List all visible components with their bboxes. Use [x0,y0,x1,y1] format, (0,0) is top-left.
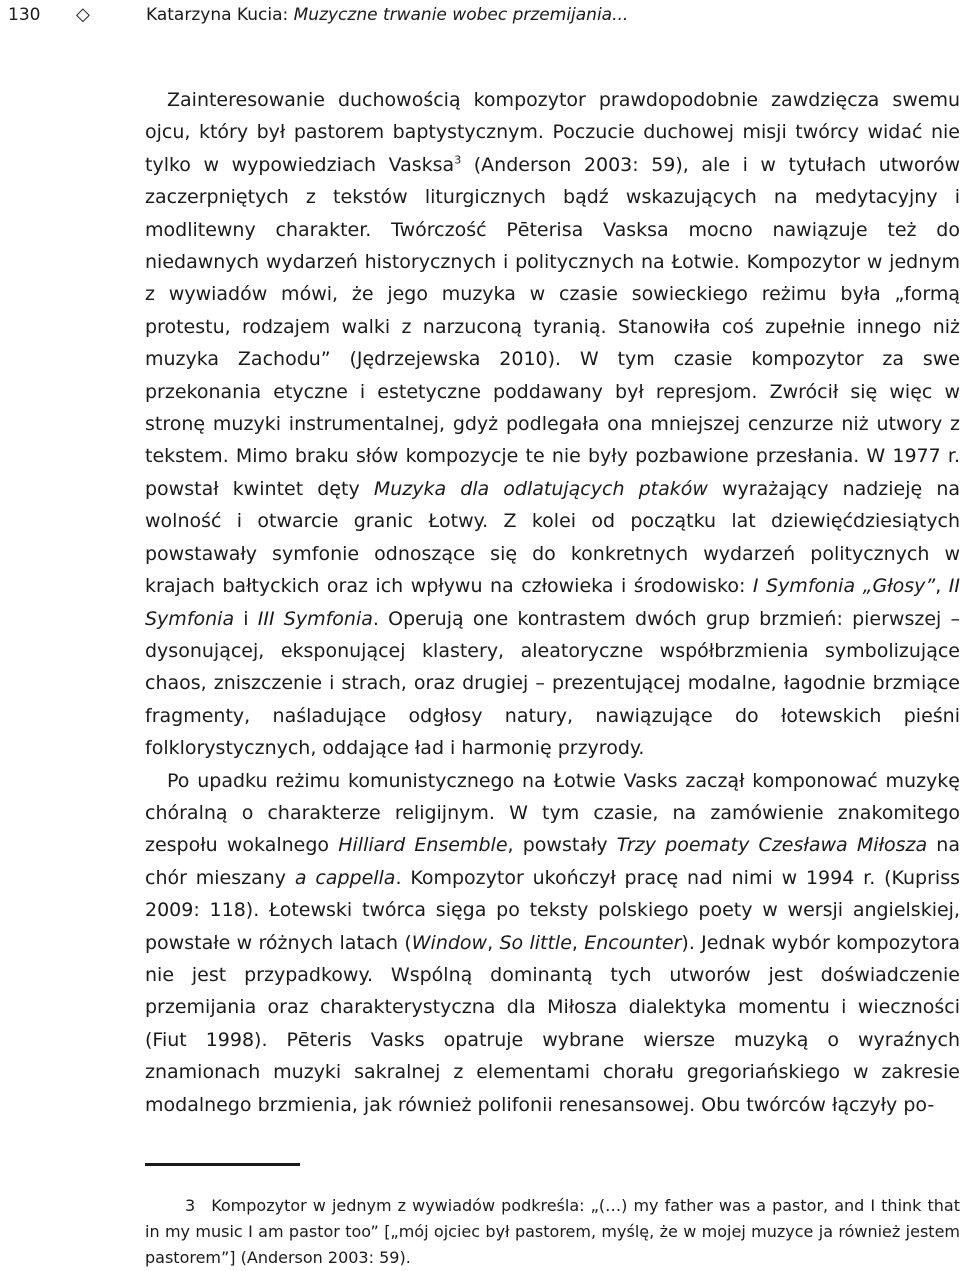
footnote-reference: 3 [454,153,462,167]
work-title: Muzyka dla odlatujących ptaków [373,477,708,500]
running-head-title: Muzyczne trwanie wobec przemijania... [293,5,629,25]
text-run: , [935,575,949,598]
footnote-separator [145,1163,300,1166]
text-run: . Kompozytor ukończył pracę nad nimi w 1994 r. (Kupriss 2009: 118). Łotewski twórca sięga po teksty polskiego poety w wersji angielskiej, powstałe w różnych latach ( [145,866,960,954]
footnote-text: Kompozytor w jednym z wywiadów podkreśla: „(…) my father was a pastor, and I think that in my music I am pastor too” [„mój ojciec był pastorem, myślę, że w mojej muzyce ja również jestem pastorem”] (Anderson 2003: 59). [145,1196,960,1267]
text-run: Zainteresowanie duchowością kompozytor prawdopodobnie zawdzięcza swemu ojcu, który był pastorem baptystycznym. Poczucie duchowej misji twórcy widać nie tylko w wypowiedziach Vasksa [145,89,960,176]
work-title: Encounter [584,931,682,954]
text-run: Po upadku reżimu komunistycznego na Łotwie Vasks zaczął komponować muzykę chóralną o charakterze religijnym. W tym czasie, na zamówienie znakomitego zespołu wokalnego [145,769,960,857]
work-title: Trzy poematy Czesława Miłosza [616,834,928,857]
running-header [0,0,960,36]
running-head-author: Katarzyna Kucia: [146,5,294,25]
text-run: . Operują one kontrastem dwóch grup brzmień: pierwszej – dysonującej, eksponującej klastery, aleatoryczne współbrzmienia symbolizujące chaos, zniszczenie i strach, oraz drugiej – prezentującej modalne, łagodnie brzmiące fragmenty, naśladujące odgłosy natury, nawiązujące do łotewskich pieśni folklorystycznych, oddające ład i harmonię przyrody. [145,607,960,760]
page-number: 130 [8,5,41,25]
text-run: , [487,931,500,954]
footnote-3 [145,1193,960,1271]
text-run: i [234,607,258,630]
text-run: ). Jednak wybór kompozytora nie jest przypadkowy. Wspólną dominantą tych utworów jest doświadczenie przemijania oraz charakterystyczna dla Miłosza dialektyka momentu i wieczności (Fiut 1998). Pēteris Vasks opatruje wybrane wiersze muzyką o wyraźnych znamionach muzyki sakralnej z elementami chorału gregoriańskiego w zakresie modalnego brzmienia, jak również polifonii renesansowej. Obu twórców łączyły po- [145,931,960,1116]
work-title: I Symfonia „Głosy” [752,575,936,598]
diamond-outline-icon: ◇ [76,4,90,25]
text-run: , powstały [507,834,617,857]
work-title: Window [411,931,488,954]
work-title: III Symfonia [257,607,373,630]
text-run: wyrażający nadzieję na wolność i otwarcie granic Łotwy. Z kolei od początku lat dziewięćdziesiątych powstawały symfonie odnoszące się do konkretnych wydarzeń politycznych w krajach bałtyckich oraz ich wpływu na człowieka i środowisko: [145,477,960,598]
running-head [146,0,628,30]
work-title: II Symfonia [145,575,960,630]
main-text [145,84,960,1121]
work-title: So little [499,931,572,954]
text-run: (Anderson 2003: 59), ale i w tytułach utworów zaczerpniętych z tekstów liturgicznych bądź wskazujących na medytacyjny i modlitewny charakter. Twórczość Pēterisa Vasksa mocno nawiązuje też do niedawnych wydarzeń historycznych i politycznych na Łotwie. Kompozytor w jednym z wywiadów mówi, że jego muzyka w czasie sowieckiego reżimu była „formą protestu, rodzajem walki z narzuconą tyranią. Stanowiła coś zupełnie innego niż muzyka Zachodu” (Jędrzejewska 2010). W tym czasie kompozytor za swe przekonania etyczne i estetyczne poddawany był represjom. Zwrócił się więc w stronę muzyki instrumentalnej, gdyż podlegała ona mniejszej cenzurze niż utwory z tekstem. Mimo braku słów kompozycje te nie były pozbawione przesłania. W 1977 r. powstał kwintet dęty [145,153,960,500]
ensemble-name: Hilliard Ensemble [338,834,508,857]
footnote-number: 3 [185,1196,196,1215]
paragraph-2 [145,765,960,1121]
italic-term: a cappella [294,866,396,889]
paragraph-1 [145,84,960,765]
text-run: na chór mieszany [145,834,960,889]
text-run: , [571,931,585,954]
